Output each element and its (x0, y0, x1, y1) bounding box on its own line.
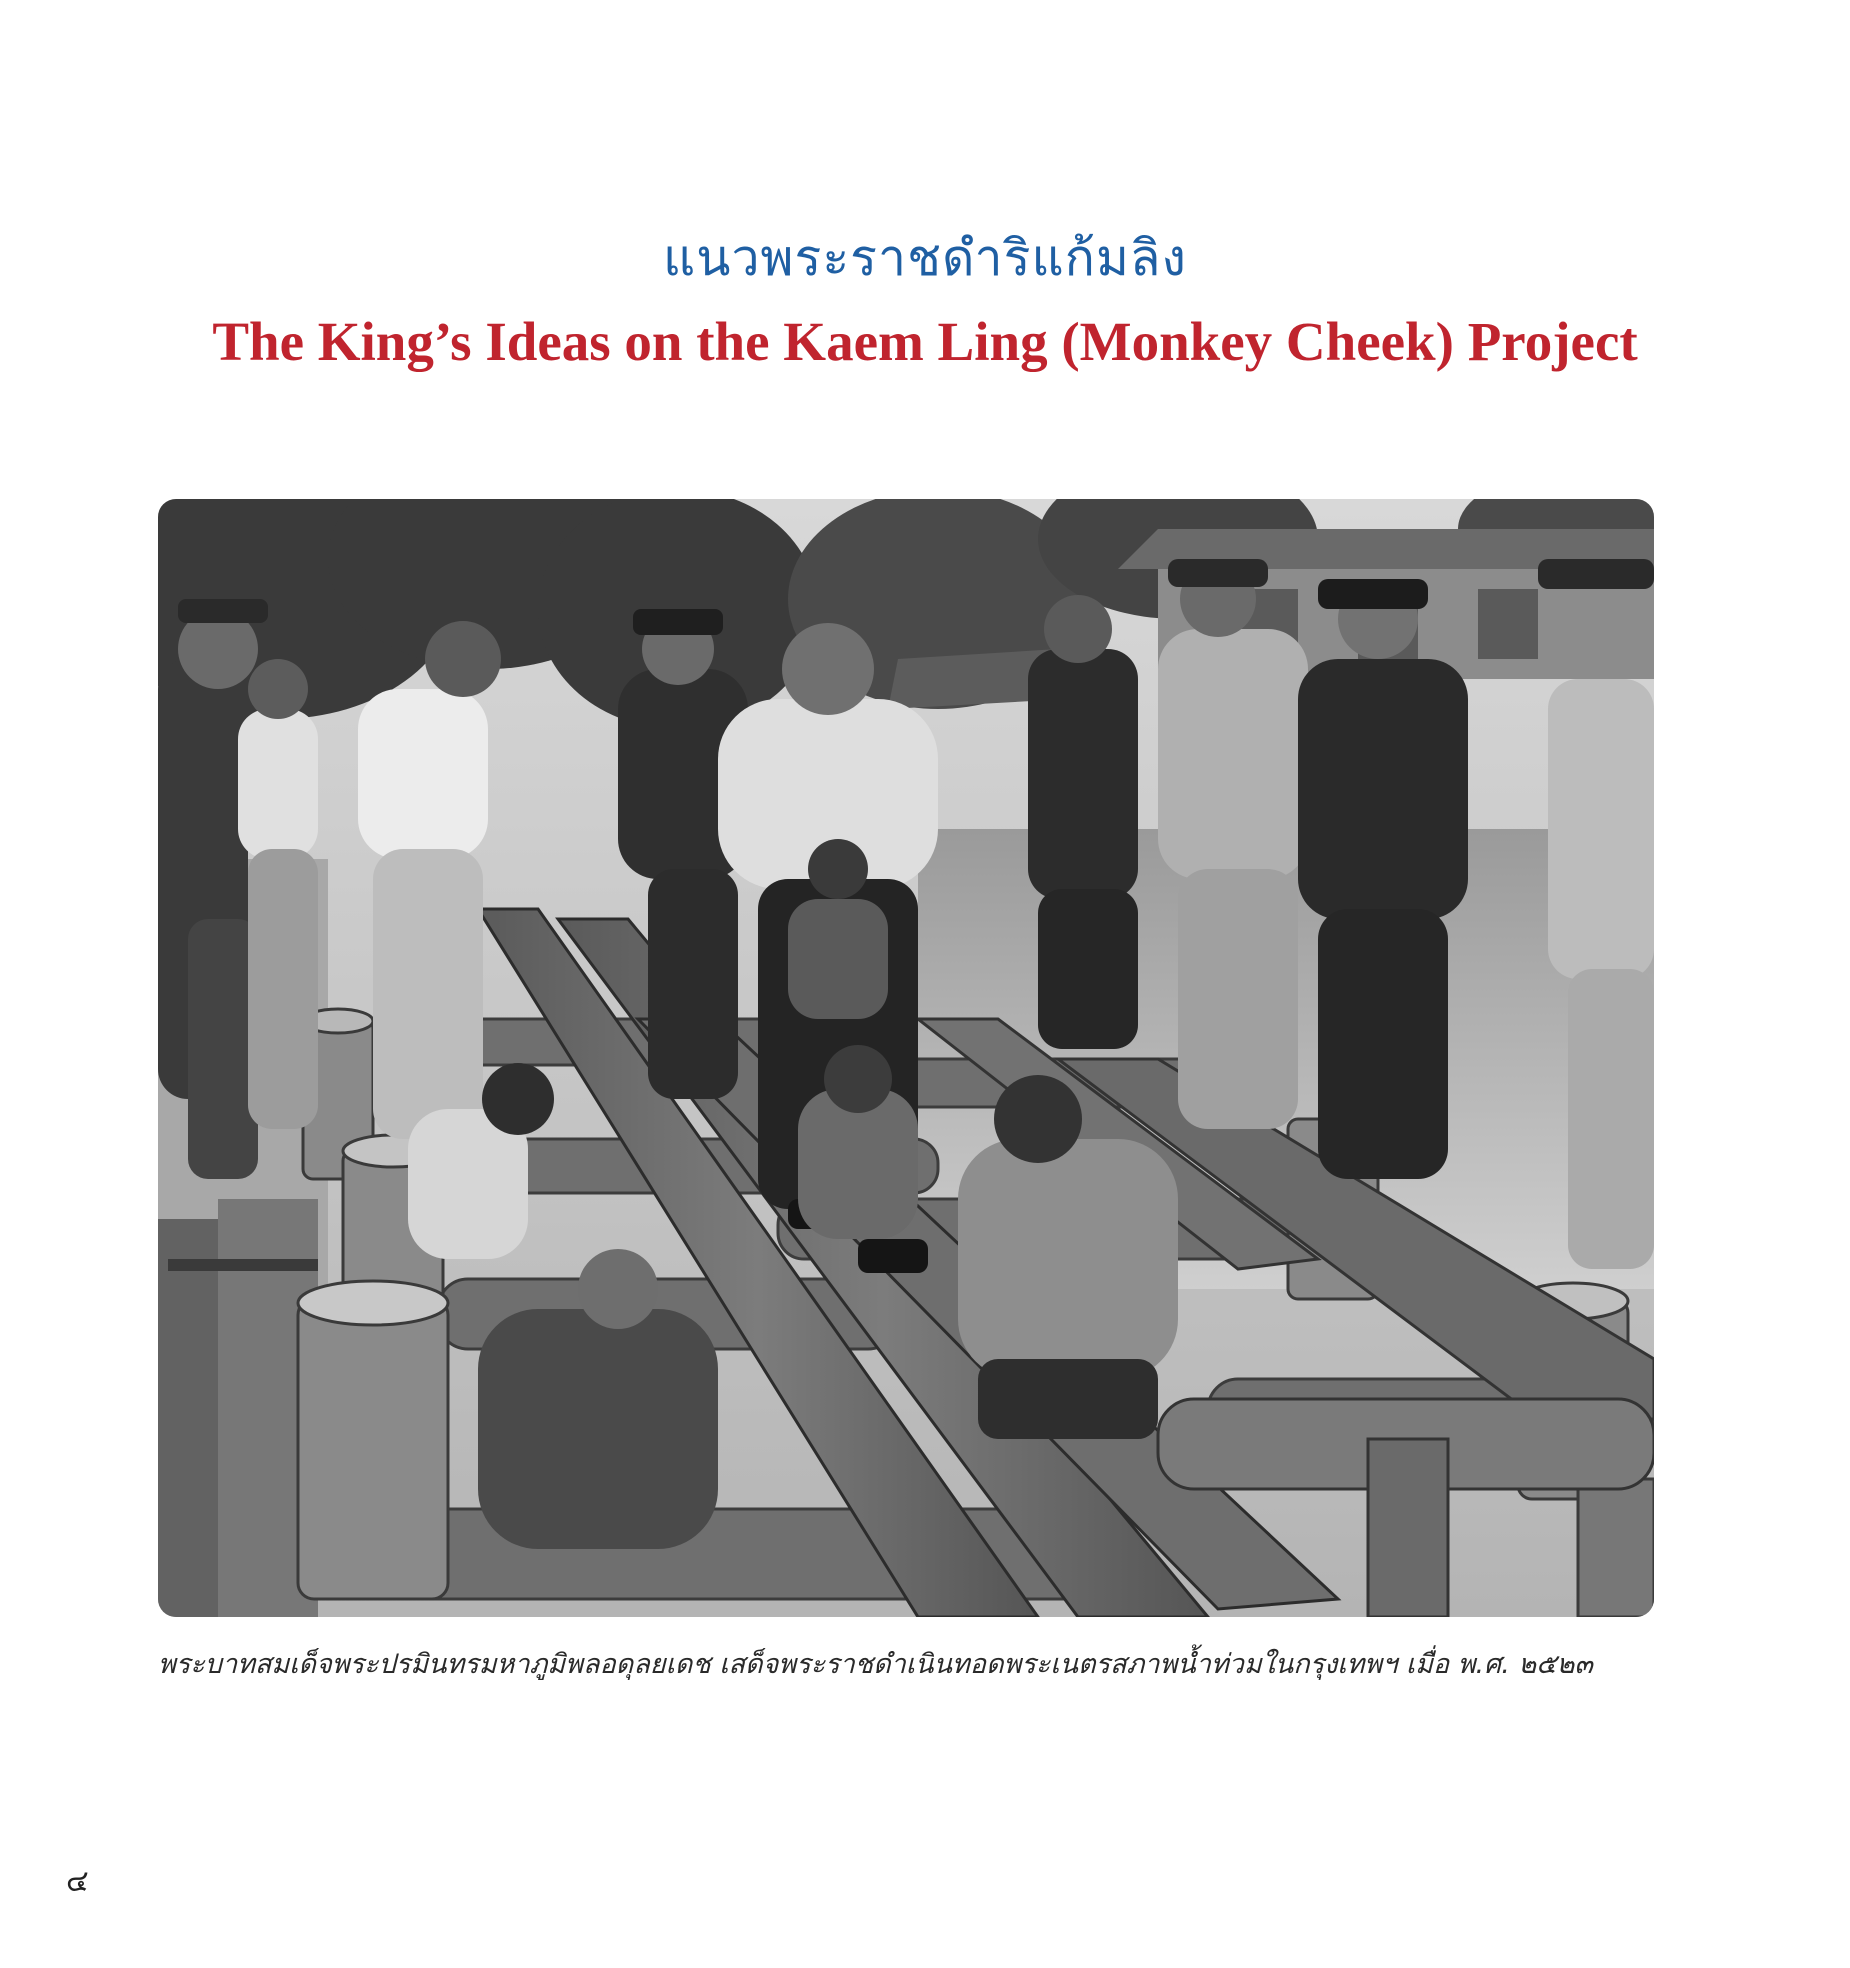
man-dark-background (1028, 595, 1138, 1049)
man-second-left (238, 659, 318, 1129)
officer-saluting-dark (1298, 579, 1468, 1179)
photograph-drawing (158, 499, 1654, 1617)
page-title-english: The King’s Ideas on the Kaem Ling (Monkey Cheek) Project (212, 311, 1638, 372)
page-number: ๔ (66, 1864, 89, 1899)
historical-photograph (158, 499, 1654, 1617)
left-walkway (158, 1199, 318, 1617)
officer-saluting-khaki (1158, 559, 1308, 1129)
photo-caption: พระบาทสมเด็จพระปรมินทรมหาภูมิพลอดุลยเดช เสด็จพระราชดำเนินทอดพระเนตรสภาพน้ำท่วมในกรุงเทพฯ เมื่อ พ.ศ. ๒๕๒๓ (158, 1649, 1593, 1680)
page-title-thai: แนวพระราชดำริแก้มลิง (663, 229, 1187, 287)
